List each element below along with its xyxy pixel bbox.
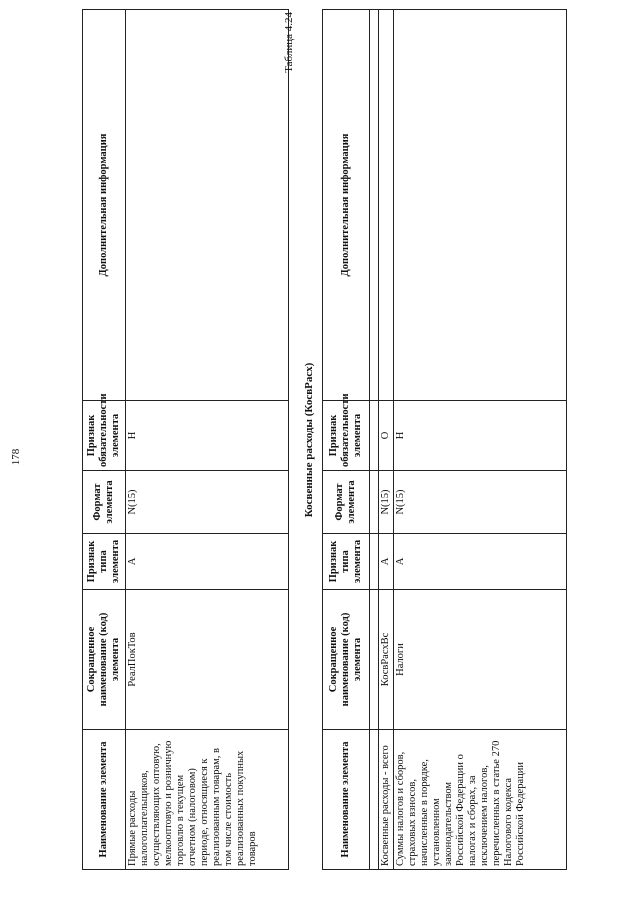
cell-name: Прямые расходы налогоплательщиков, осуществляющих оптовую, мелкооптовую и розничную торговлю в текущем отчетном (налоговом) периоде, относящиеся к реализованным товарам, в том числе стоимость реализованных покупных товаров bbox=[126, 730, 289, 870]
cell-format: N(15) bbox=[394, 471, 567, 534]
cell-type: А bbox=[379, 534, 394, 590]
header-info: Дополнительная информация bbox=[83, 10, 126, 401]
elements-table-2 bbox=[322, 9, 567, 870]
cell-format: N(15) bbox=[126, 471, 289, 534]
spacer-cell bbox=[370, 10, 379, 401]
table-kosvennye-rasxody bbox=[322, 10, 567, 870]
table-row bbox=[126, 10, 289, 870]
cell-format: N(15) bbox=[379, 471, 394, 534]
header-short-name: Сокращенное наименование (код) элемента bbox=[323, 590, 370, 730]
cell-type: А bbox=[394, 534, 567, 590]
spacer-cell bbox=[370, 401, 379, 471]
spacer-cell bbox=[370, 471, 379, 534]
table-number: Таблица 4.24 bbox=[283, 12, 295, 73]
header-type: Признак типа элемента bbox=[83, 534, 126, 590]
table-prямые-rasxody bbox=[82, 10, 289, 870]
header-format: Формат элемента bbox=[323, 471, 370, 534]
header-info: Дополнительная информация bbox=[323, 10, 370, 401]
elements-table-1 bbox=[82, 9, 289, 870]
cell-info bbox=[126, 10, 289, 401]
header-name: Наименование элемента bbox=[83, 730, 126, 870]
table-title: Косвенные расходы (КосвРасх) bbox=[303, 362, 315, 518]
cell-info bbox=[379, 10, 394, 401]
cell-short-name: Налоги bbox=[394, 590, 567, 730]
page-number: 178 bbox=[10, 448, 22, 466]
table-row bbox=[394, 10, 567, 870]
cell-name: Суммы налогов и сборов, страховых взносов, начисленные в порядке, установленном законодательством Российской Федерации о налогах и сборах, за исключением налогов, перечисленных в статье 270 Налогового кодекса Российской Федерации bbox=[394, 730, 567, 870]
spacer-cell bbox=[370, 590, 379, 730]
cell-info bbox=[394, 10, 567, 401]
cell-name: Косвенные расходы - всего bbox=[379, 730, 394, 870]
table-header-row bbox=[83, 10, 126, 870]
header-format: Формат элемента bbox=[83, 471, 126, 534]
cell-required: Н bbox=[126, 401, 289, 471]
header-spacer-row bbox=[370, 10, 379, 870]
header-name: Наименование элемента bbox=[323, 730, 370, 870]
table-row bbox=[379, 10, 394, 870]
cell-short-name: РеалПокТов bbox=[126, 590, 289, 730]
header-type: Признак типа элемента bbox=[323, 534, 370, 590]
cell-required: Н bbox=[394, 401, 567, 471]
spacer-cell bbox=[370, 730, 379, 870]
header-short-name: Сокращенное наименование (код) элемента bbox=[83, 590, 126, 730]
header-required: Признак обязательности элемента bbox=[323, 401, 370, 471]
spacer-cell bbox=[370, 534, 379, 590]
table-header-row bbox=[323, 10, 370, 870]
cell-type: А bbox=[126, 534, 289, 590]
cell-required: О bbox=[379, 401, 394, 471]
cell-short-name: КосвРасхВс bbox=[379, 590, 394, 730]
header-required: Признак обязательности элемента bbox=[83, 401, 126, 471]
